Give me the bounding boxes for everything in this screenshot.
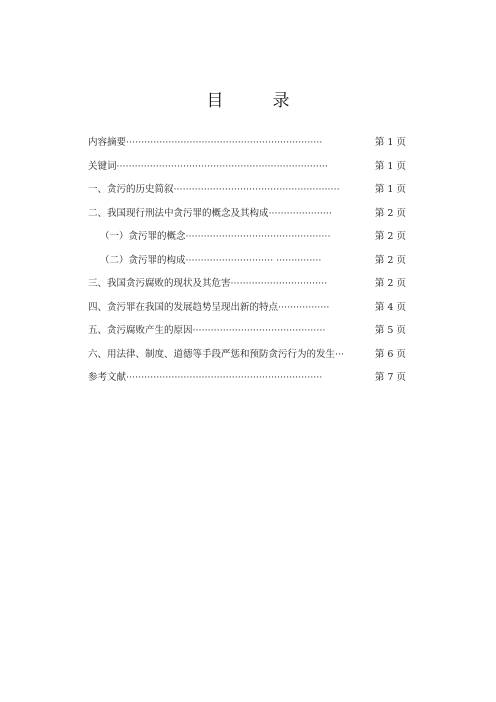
toc-subentry xyxy=(88,254,406,278)
toc-leader-dots: ······································································ xyxy=(116,160,328,172)
toc-entry-label: 四、贪污罪在我国的发展趋势呈现出新的特点 xyxy=(88,301,279,313)
toc-entry-page: 第 5 页 xyxy=(374,325,406,336)
toc-entry-page: 第 2 页 xyxy=(374,231,406,242)
toc-subentry xyxy=(88,230,406,254)
toc-entry-page: 第 1 页 xyxy=(374,184,406,195)
toc-entry-label: 内容摘要 xyxy=(88,137,127,148)
toc-entry-page: 第 4 页 xyxy=(374,301,406,313)
toc-entry xyxy=(88,324,406,348)
toc-leader-dots: ····························· ··············· xyxy=(185,254,322,266)
toc-leader-dots: ················· xyxy=(278,301,330,313)
toc-entry xyxy=(88,136,406,160)
toc-entry xyxy=(88,183,406,207)
toc-leader-dots: ································································· xyxy=(126,372,323,383)
toc-leader-dots: ············································ xyxy=(192,325,326,336)
toc-entry-page: 第 7 页 xyxy=(374,372,406,383)
toc-entry-label: 关键词 xyxy=(88,160,117,172)
toc-leader-dots: ················································ xyxy=(185,231,331,242)
toc-entry-label: 五、贪污腐败产生的原因 xyxy=(88,325,193,336)
toc-leader-dots: ································································· xyxy=(126,137,323,148)
toc-leader-dots: ····················· xyxy=(268,207,332,219)
toc-entry-label: （一）贪污罪的概念 xyxy=(100,231,186,242)
toc-entry-label: 一、贪污的历史简叙 xyxy=(88,184,174,195)
toc-entry xyxy=(88,160,406,184)
toc-entry xyxy=(88,371,406,395)
toc-entry-page: 第 1 页 xyxy=(374,160,406,172)
toc-entry xyxy=(88,207,406,231)
toc-entry-page: 第 2 页 xyxy=(374,254,406,266)
toc-entry-label: （二）贪污罪的构成 xyxy=(100,254,186,266)
toc-entry xyxy=(88,277,406,301)
table-of-contents xyxy=(88,136,406,395)
toc-entry-label: 三、我国贪污腐败的现状及其危害 xyxy=(88,278,231,289)
toc-entry-page: 第 2 页 xyxy=(374,278,406,289)
toc-entry-label: 二、我国现行刑法中贪污罪的概念及其构成 xyxy=(88,207,269,219)
toc-entry-label: 参考文献 xyxy=(88,372,127,383)
toc-leader-dots: ······················································· xyxy=(173,184,340,195)
toc-entry-page: 第 1 页 xyxy=(374,137,406,148)
toc-entry-page: 第 2 页 xyxy=(374,207,406,219)
toc-leader-dots: ································ xyxy=(230,278,328,289)
toc-entry-page: 第 6 页 xyxy=(374,348,406,360)
toc-entry xyxy=(88,301,406,325)
toc-title: 目 录 xyxy=(206,91,306,111)
toc-leader-dots: ··· xyxy=(335,348,345,360)
toc-entry xyxy=(88,348,406,372)
toc-entry-label: 六、用法律、制度、道德等手段严惩和预防贪污行为的发生 xyxy=(88,348,336,360)
